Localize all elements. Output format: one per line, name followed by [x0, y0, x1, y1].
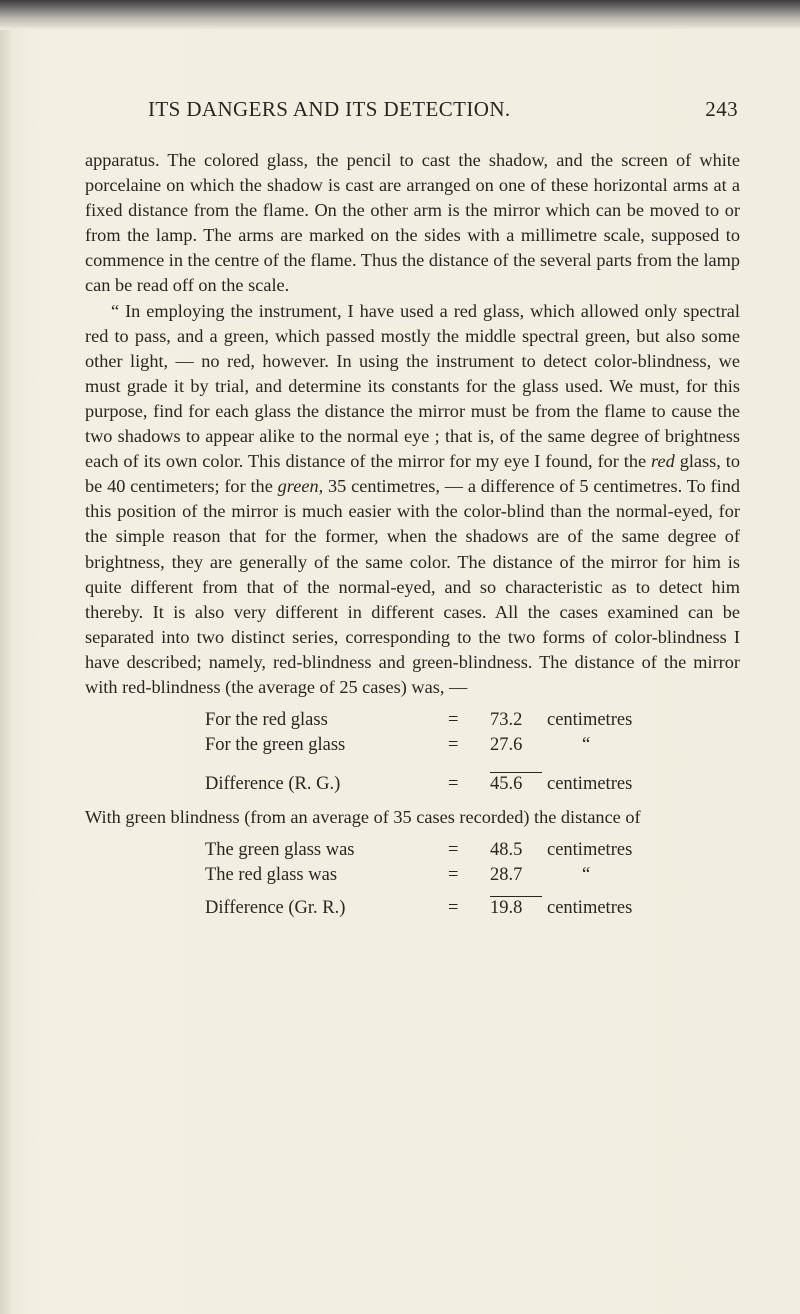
difference-value: 19.8: [490, 898, 523, 919]
equals-sign: =: [448, 865, 459, 886]
ditto-mark: “: [582, 865, 591, 886]
row-label: The green glass was: [205, 840, 355, 861]
equals-sign: =: [448, 735, 459, 756]
equals-sign: =: [448, 710, 459, 731]
paragraph-1: apparatus. The colored glass, the pencil to cast the shadow, and the screen of white porcelaine on which the shadow is cast are arranged on one of these horizontal arms at a fixed distance from the flame. On the other arm is the mirror which can be moved to or from the lamp. The arms are marked on the sides with a millimetre scale, supposed to commence in the centre of the flame. Thus the distance of the several parts from the lamp can be read off on the scale.: [85, 150, 741, 296]
page-number: 243: [705, 97, 738, 121]
italic-green: green,: [277, 476, 324, 497]
equals-sign: =: [448, 840, 459, 861]
paragraph-2-part-b: glass, to be 40 centimeters; for the: [85, 451, 740, 497]
running-header: [148, 97, 738, 122]
row-value: 28.7: [490, 865, 523, 886]
running-title: ITS DANGERS AND ITS DETECTION.: [148, 97, 511, 121]
paragraph-2-part-c: 35 centimetres, — a difference of 5 centimetres. To find this position of the mirror is much easier with the color-blind than the normal-eyed, for the simple reason that for the former, when the shadows are of the same degree of brightness, they are generally of the same color. The distance of the mirror for him is quite different from that of the normal-eyed, and so characteristic as to detect him thereby. It is also very different in different cases. All the cases examined can be separated into two distinct series, corresponding to the two forms of color-blindness I have described; namely, red-blindness and green-blindness. The distance of the mirror with red-blindness (the average of 25 cases) was, —: [85, 476, 740, 697]
italic-red: red: [651, 451, 675, 472]
paragraph-2-part-a: “ In employing the instrument, I have used a red glass, which allowed only spectral red to pass, and a green, which passed mostly the middle spectral green, but also some other light, — no red, however. In using the instrument to detect color-blindness, we must grade it by trial, and determine its constants for the glass used. We must, for this purpose, find for each glass the distance the mirror must be from the flame to cause the two shadows to appear alike to the normal eye ; that is, of the same degree of brightness each of its own color. This distance of the mirror for my eye I found, for the: [85, 300, 740, 472]
difference-label: Difference (Gr. R.): [205, 898, 346, 919]
page-body: [85, 148, 740, 921]
difference-unit: centimetres: [547, 898, 633, 919]
row-value: 73.2: [490, 710, 523, 731]
difference-row: [85, 896, 740, 921]
equals-sign: =: [448, 898, 459, 919]
green-blindness-table: [85, 838, 740, 921]
paragraph-3: With green blindness (from an average of 35 cases recorded) the distance of: [85, 807, 641, 828]
page-top-shadow: [0, 0, 800, 30]
table-row: [85, 733, 740, 758]
red-blindness-table: [85, 708, 740, 797]
paragraph-2: [85, 299, 740, 701]
table-row: [85, 708, 740, 733]
row-label: For the red glass: [205, 710, 328, 731]
row-value: 48.5: [490, 840, 523, 861]
table-row: [85, 838, 740, 863]
difference-label: Difference (R. G.): [205, 774, 341, 795]
table-row: [85, 863, 740, 888]
row-value: 27.6: [490, 735, 523, 756]
equals-sign: =: [448, 774, 459, 795]
row-label: For the green glass: [205, 735, 346, 756]
row-unit: centimetres: [547, 710, 633, 731]
difference-row: [85, 772, 740, 797]
difference-unit: centimetres: [547, 774, 633, 795]
row-unit: centimetres: [547, 840, 633, 861]
ditto-mark: “: [582, 735, 591, 756]
difference-value: 45.6: [490, 774, 523, 795]
row-label: The red glass was: [205, 865, 338, 886]
